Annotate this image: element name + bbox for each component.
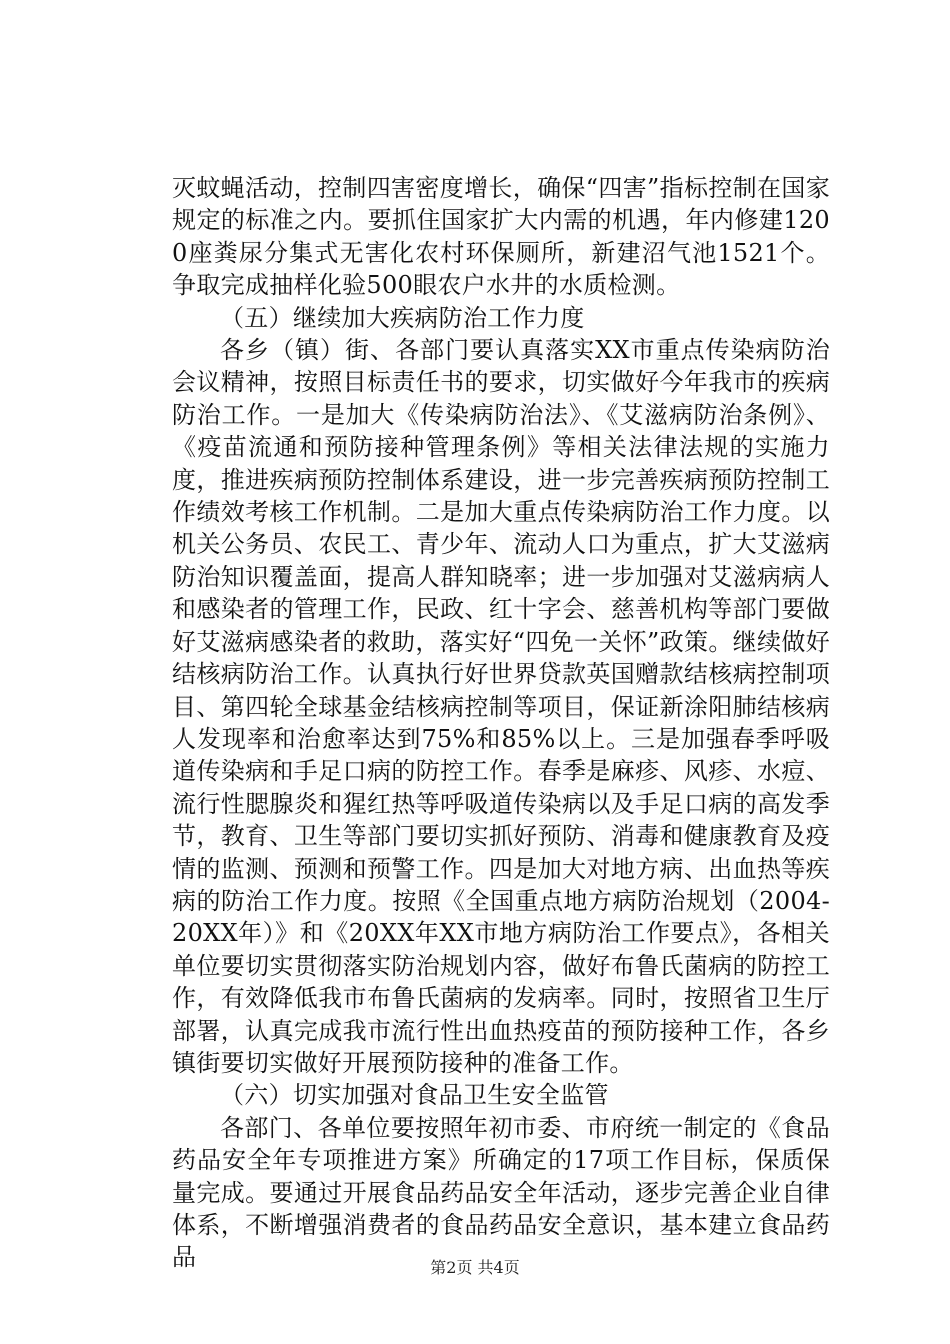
document-body <box>172 172 830 1274</box>
paragraph-food-safety: 各部门、各单位要按照年初市委、市府统一制定的《食品药品安全年专项推进方案》所确定的17项工作目标，保质保量完成。要通过开展食品药品安全年活动，逐步完善企业自律体系，不断增强消费者的食品药品安全意识，基本建立食品药品 <box>172 1113 830 1272</box>
section-heading-five: （五）继续加大疾病防治工作力度 <box>220 303 585 332</box>
paragraph-disease-control: 各乡（镇）街、各部门要认真落实XX市重点传染病防治会议精神，按照目标责任书的要求，切实做好今年我市的疾病防治工作。一是加大《传染病防治法》、《艾滋病防治条例》、《疫苗流通和预防接种管理条例》等相关法律法规的实施力度，推进疾病预防控制体系建设，进一步完善疾病预防控制工作绩效考核工作机制。二是加大重点传染病防治工作力度。以机关公务员、农民工、青少年、流动人口为重点，扩大艾滋病防治知识覆盖面，提高人群知晓率；进一步加强对艾滋病病人和感染者的管理工作，民政、红十字会、慈善机构等部门要做好艾滋病感染者的救助，落实好“四免一关怀”政策。继续做好结核病防治工作。认真执行好世界贷款英国赠款结核病控制项目、第四轮全球基金结核病控制等项目，保证新涂阳肺结核病人发现率和治愈率达到75%和85%以上。三是加强春季呼吸道传染病和手足口病的防控工作。春季是麻疹、风疹、水痘、流行性腮腺炎和猩红热等呼吸道传染病以及手足口病的高发季节，教育、卫生等部门要切实抓好预防、消毒和健康教育及疫情的监测、预测和预警工作。四是加大对地方病、出血热等疾病的防治工作力度。按照《全国重点地方病防治规划（2004-20XX年）》和《20XX年XX市地方病防治工作要点》，各相关单位要切实贯彻落实防治规划内容，做好布鲁氏菌病的防控工作，有效降低我市布鲁氏菌病的发病率。同时，按照省卫生厅部署，认真完成我市流行性出血热疫苗的预防接种工作，各乡镇街要切实做好开展预防接种的准备工作。 <box>172 336 830 1077</box>
paragraph-continuation: 灭蚊蝇活动，控制四害密度增长，确保“四害”指标控制在国家规定的标准之内。要抓住国家扩大内需的机遇，年内修建1200座粪尿分集式无害化农村环保厕所，新建沼气池1521个。争取完成抽样化验500眼农户水井的水质检测。 <box>172 174 830 300</box>
page-number-footer: 第2页 共4页 <box>430 1258 520 1277</box>
section-heading-six: （六）切实加强对食品卫生安全监管 <box>220 1081 609 1110</box>
